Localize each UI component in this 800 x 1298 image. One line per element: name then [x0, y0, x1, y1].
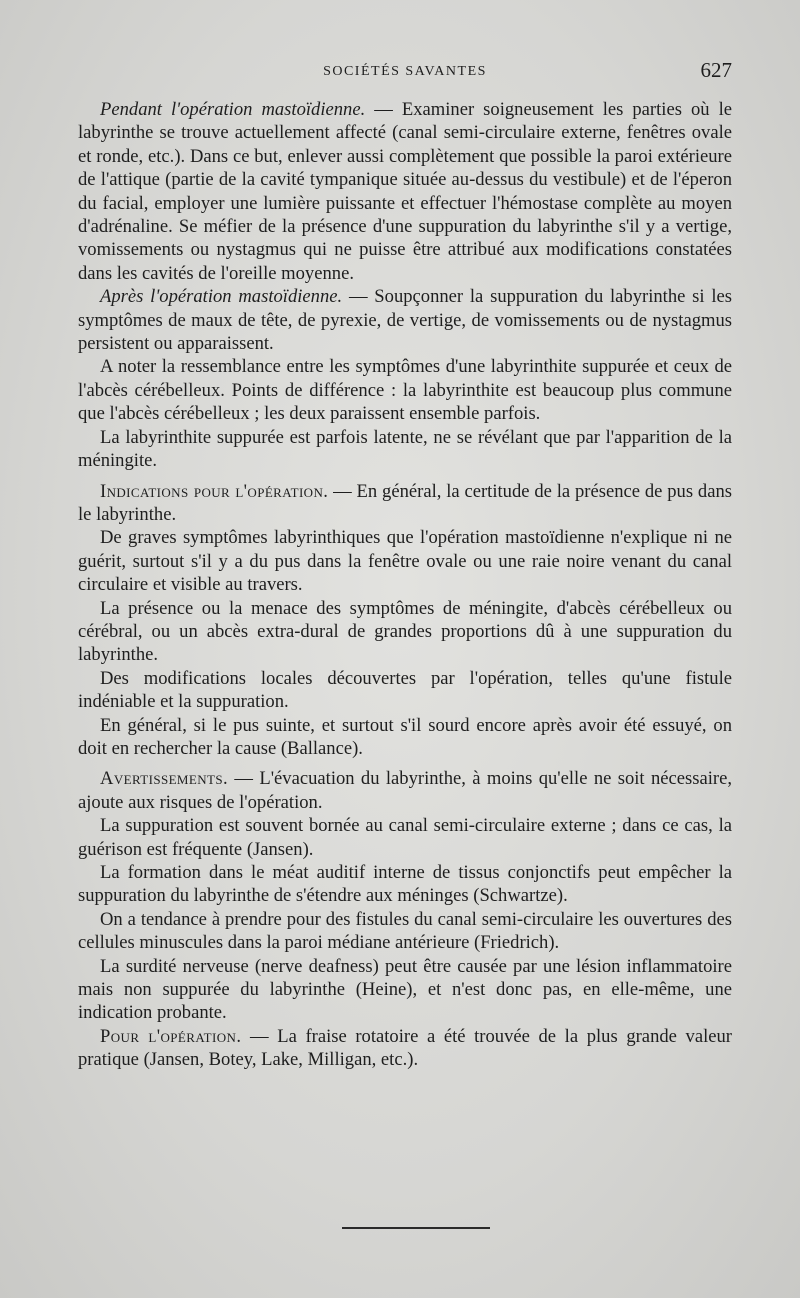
- section-heading: Avertissements.: [100, 768, 229, 790]
- running-title: SOCIÉTÉS SAVANTES: [323, 64, 487, 79]
- page-number: 627: [700, 58, 732, 82]
- paragraph: La suppuration est souvent bornée au canal semi-circulaire externe ; dans ce cas, la guérison est fréquente (Jansen).: [78, 815, 732, 860]
- section-heading: Pour l'opération.: [100, 1025, 242, 1047]
- end-rule: [342, 1227, 490, 1229]
- paragraph: La présence ou la menace des symptômes de méningite, d'abcès cérébelleux ou cérébral, ou un abcès extra-dural de grandes proportions dû à une suppuration du labyrinthe.: [78, 597, 732, 666]
- paragraph: La labyrinthite suppurée est parfois latente, ne se révélant que par l'apparition de la méningite.: [78, 426, 732, 472]
- paragraph-after-operation: [78, 285, 732, 355]
- paragraph-text: — Soupçonner la suppuration du labyrinthe si les symptômes de maux de tête, de pyrexie, de vertige, de vomissements ou de nystagmus persistent ou apparaissent.: [78, 286, 732, 355]
- paragraph: De graves symptômes labyrinthiques que l'opération mastoïdienne n'explique ni ne guérit, surtout s'il y a du pus dans la fenêtre ovale ou une raie noire venant du canal circulaire et visible au travers.: [78, 527, 732, 596]
- paragraph-lead: Après l'opération mastoïdienne.: [100, 286, 343, 308]
- paragraph: A noter la ressemblance entre les symptômes d'une labyrinthite suppurée et ceux de l'abcès cérébelleux. Points de différence : la labyrinthite est beaucoup plus commune que l'abcès cérébelleux ; les deux paraissent ensemble parfois.: [78, 356, 732, 425]
- paragraph-indications: [78, 480, 732, 527]
- article-body: [78, 98, 732, 1072]
- paragraph-during-operation: [78, 98, 732, 285]
- page-header: [78, 58, 732, 98]
- paragraph: La formation dans le méat auditif interne de tissus conjonctifs peut empêcher la suppuration du labyrinthe de s'étendre aux méninges (Schwartze).: [78, 862, 732, 907]
- paragraph-text: — Examiner soigneusement les parties où le labyrinthe se trouve actuellement affecté (canal semi-circulaire externe, fenêtres ovale et ronde, etc.). Dans ce but, enlever aussi complètement que possible la paroi extérieure de l'attique (partie de la cavité tympanique située au-dessus du vestibule) et de l'éperon du facial, employer une lumière puissante et effectuer l'hémostase complète au moyen d'adrénaline. Se méfier de la présence d'une suppuration du labyrinthe s'il y a vertige, vomissements ou nystagmus qui ne puisse être attribué aux modifications constatées dans les cavités de l'oreille moyenne.: [78, 99, 732, 284]
- paragraph-for-operation: [78, 1025, 732, 1072]
- paragraph: En général, si le pus suinte, et surtout s'il sourd encore après avoir été essuyé, on doit en rechercher la cause (Ballance).: [78, 714, 732, 759]
- book-page: [78, 58, 732, 1072]
- paragraph-text: — En général, la certitude de la présence de pus dans le labyrinthe.: [78, 480, 732, 525]
- paragraph-text: — L'évacuation du labyrinthe, à moins qu'elle ne soit nécessaire, ajoute aux risques de l'opération.: [78, 768, 732, 813]
- paragraph: On a tendance à prendre pour des fistules du canal semi-circulaire les ouvertures des cellules minuscules dans la paroi médiane antérieure (Friedrich).: [78, 908, 732, 954]
- paragraph: Des modifications locales découvertes par l'opération, telles qu'une fistule indéniable et la suppuration.: [78, 667, 732, 713]
- paragraph-warnings: [78, 767, 732, 814]
- section-heading: Indications pour l'opération.: [100, 480, 329, 502]
- paragraph-text: — La fraise rotatoire a été trouvée de la plus grande valeur pratique (Jansen, Botey, Lake, Milligan, etc.).: [78, 1025, 732, 1071]
- paragraph: La surdité nerveuse (nerve deafness) peut être causée par une lésion inflammatoire mais non suppurée du labyrinthe (Heine), et n'est donc pas, en elle-même, une indication probante.: [78, 955, 732, 1024]
- paragraph-lead: Pendant l'opération mastoïdienne.: [100, 99, 366, 120]
